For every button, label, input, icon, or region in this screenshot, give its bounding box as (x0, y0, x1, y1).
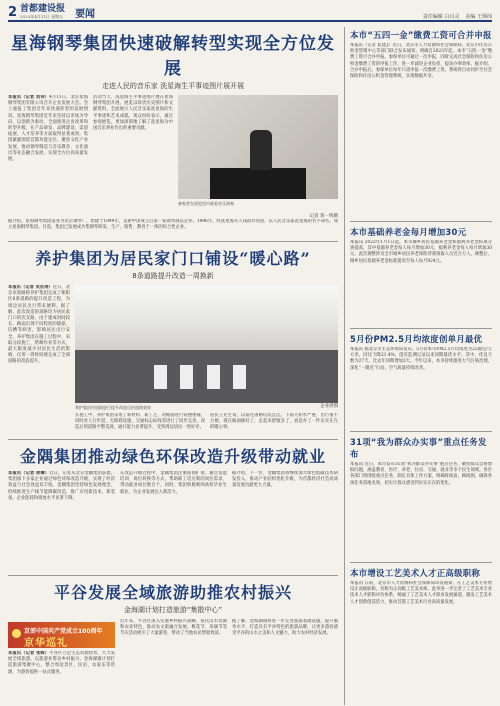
story1-headline: 星海钢琴集团快速破解转型实现全方位发展 (11, 34, 335, 79)
section-name: 要闻 (75, 9, 96, 20)
page-columns (8, 27, 492, 705)
story4-column-1: 本报讯（记者 张辉）平谷区立足生态资源优势，大力发展全域旅游，以旅游业带动乡村振兴。金海湖镇计划打造旅游集散中心，整合周边景区、民宿、农家乐等资源，为游客提供一站式服务。 (8, 651, 115, 675)
series-banner (8, 622, 115, 648)
brief4-body: 本报讯 近日，本市发布31项“我为群众办实事”重点任务，聚焦群众急难愁盼问题，涵盖教育、医疗、养老、住房、交通、就业等多个民生领域。各区各部门将围绕重点任务，制定具体工作方案，明确时间表、路线图，确保各项任务落地见效，切实让群众感受到实实在在的变化。 (350, 462, 492, 486)
banner-line-1: 京郊中国共产党成立100周年 (24, 628, 103, 635)
brief5-body: 本报讯 日前，北京市人力资源和社会保障局印发通知，在工艺美术专业增设正高级职称，名称为正高级工艺美术师。此举进一步完善了工艺美术专业技术人才职称评价体系，畅通了工艺美术人才职业发展通道，激发工艺美术人才创新创造活力，推动首都工艺美术行业高质量发展。 (350, 581, 492, 605)
party-emblem-icon (12, 629, 21, 638)
brief3-body: 本报讯 据北京市生态环境局发布，5月份本市PM2.5月均浓度为22微克/立方米，同比下降21.4%，创有监测记录以来同期最优水平。其中，优良天数为27天，比去年同期增加3天。今年以来，本市持续推进大气污染治理，深化“一微克”行动，空气质量持续改善。 (350, 347, 492, 371)
brief-column (344, 27, 492, 705)
crosswalk-stripe (233, 365, 246, 389)
story2-photo-block (75, 285, 338, 435)
brief5-headline: 本市增设工艺美术人才正高级职称 (350, 568, 481, 578)
divider (350, 431, 492, 432)
story3-column-3: 据介绍，下一步，金隅集团将继续加大绿色低碳技术研发投入，推动产业结构优化升级，为首都经济社会高质量发展贡献更大力量。 (232, 471, 338, 489)
piano-shape (210, 168, 306, 199)
divider (350, 328, 492, 329)
banner-line-2: 京华巡礼 (24, 638, 68, 649)
story-pinggu-tourism (8, 580, 338, 705)
story3-column-1: 本报讯（记者 徐琳）近日，记者从北京金隅集团获悉，集团旗下多家企业通过绿色环保改造升级，实现了经济效益与社会效益双丰收。金隅集团坚持绿色发展理念，持续推进生产线节能降碳改造，推广应用新技术、新装备，企业能耗和排放水平显著下降。 (8, 471, 115, 501)
story1-photo-credit: 记者 蒋一鸣摄 (309, 214, 338, 219)
story1-photo-block (178, 95, 338, 213)
issue-date: 2023年4月21日 星期五 (20, 14, 64, 19)
story4-column-3: 据了解，金海湖镇将进一步完善旅游基础设施，提升服务水平，打造具有平谷特色的旅游品牌，让更多游客感受平谷的山水之美和人文魅力，助力农村经济发展。 (232, 619, 338, 637)
story2-photo-caption: 养护集团对道路进行提升改造后的道路效果 (75, 405, 151, 410)
divider (8, 439, 338, 440)
brief3-headline: 5月份PM2.5月均浓度创单月最优 (350, 334, 483, 344)
story2-column-3: 居民王先生说，以前这条路坑坑洼洼，下雨天积水严重，出行很不方便。现在路面修好了，走起来舒服多了，真是办了一件实实在在的暖心事。 (210, 413, 338, 431)
story1-subhead: 走进人民的音乐家 洗星海生平事迹图片展开展 (101, 82, 245, 90)
masthead (8, 4, 492, 22)
story1-column-2: 活动当天，冼星海生平事迹图片展在星海钢琴集团开展。展览以珍贵历史图片和文献资料，全面展示人民音乐家冼星海的生平事迹和艺术成就。观众纷纷表示，通过参观展览，更加深刻地了解了冼星海为中国音乐事业作出的重要贡献。 (93, 95, 173, 132)
story1-column-3: 据介绍，星海钢琴集团前身为北京钢琴厂，始建于1949年，是新中国成立后第一家钢琴制造企业。1996年，经冼星海夫人钱韵玲同意，以人民音乐家冼星海的名字命名，成立星海钢琴集团。目前，集团已发展成为集钢琴研发、生产、销售、教育于一体的综合性企业。 (8, 219, 338, 231)
designer-credit: 美编 王炳纬 (465, 14, 492, 20)
road-photo (75, 285, 338, 403)
story4-subhead: 金海湖计划打造旅游“集散中心” (123, 606, 223, 614)
story-xinghai-piano (8, 29, 338, 237)
story-jinyu-green (8, 444, 338, 571)
story4-column-2: 近年来，平谷区深入实施乡村振兴战略，依托山水资源和农业特色，推动农文旅融合发展。桃花节、采摘节等节庆活动吸引了大量游客，带动了当地农民增收致富。 (120, 619, 227, 637)
story2-subhead: 8条道路提升改造一周换新 (132, 272, 214, 280)
pianist-shape (250, 130, 272, 170)
crosswalk-stripe (154, 365, 167, 389)
brief1-headline: 本市“五四一金”缴费工资可合并申报 (350, 30, 492, 40)
story2-column-1: 本报讯（记者 吴京涛）近日，北京市政路桥养护集团完成了朝阳区8条道路的提升改造工程，为周边居民出行带来便利。据了解，此次改造的道路均为居民家门口的次支路，由于建成时间较长，路面出现不同程度的破损、坑槽等病害，影响居民出行安全。养护集团在施工过程中，采取分段施工、错峰作业等方式，最大限度减少对居民生活的影响，仅用一周时间便完成了全部道路的改造提升。 (8, 285, 70, 365)
story1-column-1: 本报讯（记者 刘诗）4月11日，北京星海钢琴集团有限公司召开企业发展大会。会上通报了集团近年来快速转型的发展情况。星海钢琴集团近年来坚持以市场为导向，以创新为驱动，全面推进企业改革和转型升级，在产品研发、品牌建设、渠道拓展、人才培养等方面取得显著成效。集团紧紧围绕首都功能定位，聚焦文化产业发展，推动钢琴制造与音乐教育、文化演出等业态融合发展，实现全方位高质量发展。 (8, 95, 88, 163)
paper-title-block (20, 5, 65, 20)
story4-dateline: 本报讯（记者 张辉） (8, 651, 50, 656)
crosswalk-stripe (207, 365, 220, 389)
story1-photo-caption: 参观者在展览馆内观看音乐演奏 (178, 201, 234, 206)
story4-headline: 平谷发展全域旅游助推农村振兴 (53, 583, 292, 602)
story3-column-2: 在改造升级过程中，金隅集团注重稳岗扩岗，通过技能培训、岗位转换等方式，帮助职工适应新的岗位需求，带动就业岗位数百个。同时，集团积极吸纳高校毕业生就业，为企业发展注入新活力。 (120, 471, 227, 495)
story2-headline: 养护集团为居民家门口铺设“暖心路” (35, 249, 311, 268)
story4-left-block (8, 619, 115, 705)
paper-name: 首都建设报 (20, 4, 66, 14)
story1-dateline: 本报讯（记者 刘诗） (8, 95, 50, 100)
divider (8, 575, 338, 576)
pianist-photo (178, 95, 338, 199)
brief1-body: 本报讯（记者 崔建】）近日，北京市人力资源和社会保障局、北京市住房公积金管理中心等部门联合发布通知，明确自2023年起，本市“五险一金”缴费工资可合并申报。参保单位可通过一次申报，同时完成社会保险和住房公积金缴费工资的申报工作，进一步减轻企业负担，提高办事效率。据介绍，合并申报后，参保单位每年只需申报一次缴费工资，系统将自动同步至社会保险和住房公积金管理系统，实现数据共享。 (350, 43, 492, 80)
crosswalk-stripe (180, 365, 193, 389)
divider (350, 221, 492, 222)
editor-credit: 责任编辑 白百灵 (422, 14, 460, 20)
story3-dateline: 本报讯（记者 徐琳） (8, 471, 50, 476)
main-column (8, 27, 338, 705)
story-warm-road (8, 246, 338, 435)
brief2-headline: 本市基础养老金每月增加30元 (350, 227, 467, 237)
divider (350, 562, 492, 563)
page-number: 2 (8, 5, 18, 20)
divider (8, 241, 338, 242)
story3-headline: 金隅集团推动绿色环保改造升级带动就业 (19, 447, 326, 466)
brief4-headline: 31项“我为群众办实事”重点任务发布 (350, 437, 487, 459)
story2-dateline: 本报讯（记者 吴京涛） (8, 285, 53, 290)
story2-column-2: 在施工中，养护集团采用了新材料、新工艺，对路面进行铣刨重铺，同时对人行步道、无障碍设施、交通标志标线等进行了同步完善。改造后的道路平整美观，通行能力显著提升，受到周边居民一致好评。 (75, 413, 205, 431)
story2-photo-credit: 企业供图 (320, 404, 338, 409)
brief2-body: 本报讯 2023年1月1日起，本市城乡居民基础养老金和福利养老金标准分别提高，其中基础养老金每人每月增加30元，福利养老金每人每月增加30元。此次调整涉及全市城乡居民养老保险待遇领取人员近百万人。调整后，城乡居民基础养老金标准提高至每人每月924元。 (350, 240, 492, 264)
